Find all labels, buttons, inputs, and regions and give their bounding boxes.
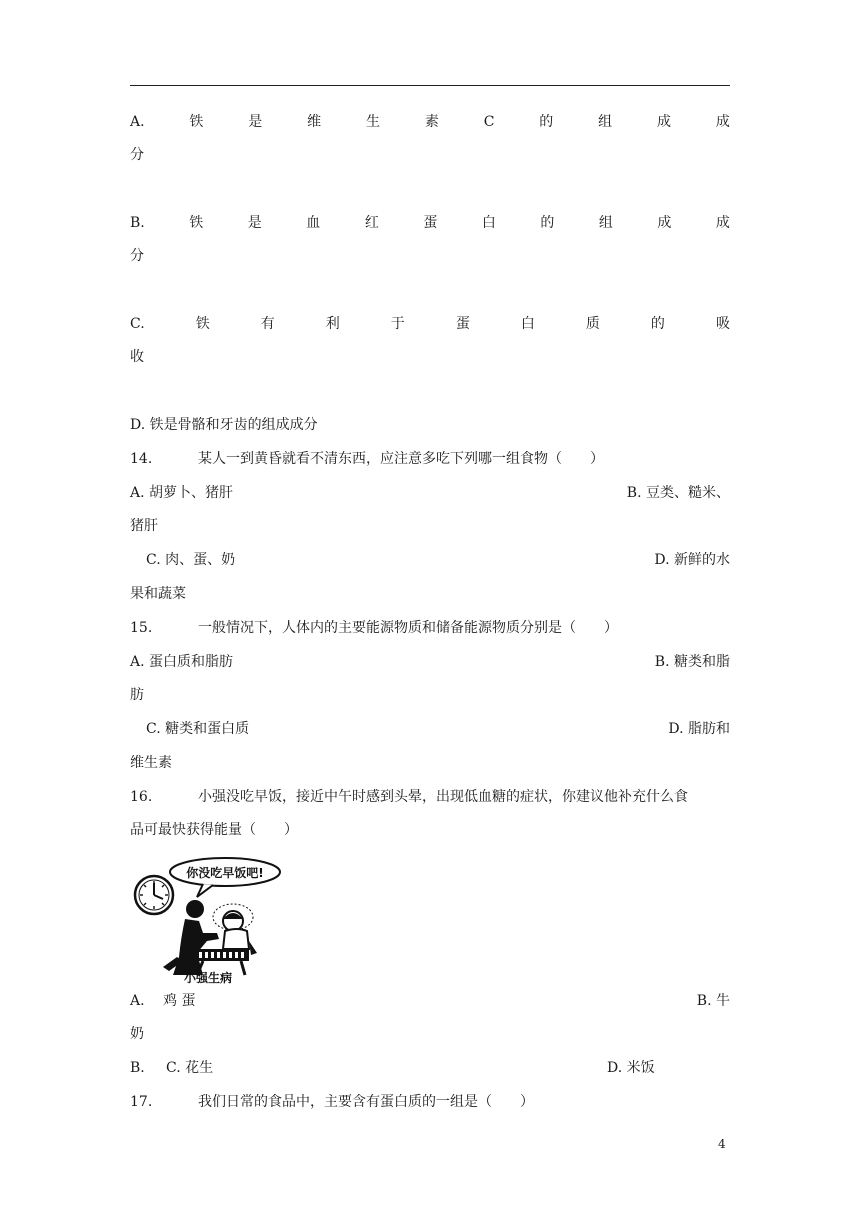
header-rule	[130, 85, 730, 86]
teacher-figure	[163, 900, 219, 975]
speech-bubble-text: 你没吃早饭吧!	[186, 866, 264, 880]
q15-option-b: B. 糖类和脂	[654, 654, 730, 670]
q16-options-row1	[130, 991, 730, 1011]
q16-option-b: B. 牛	[696, 993, 730, 1009]
q16-option-a: A. 鸡 蛋	[130, 993, 196, 1009]
q15-number: 15.	[130, 620, 153, 636]
q15-options-row1	[130, 652, 730, 672]
q13-option-d: D. 铁是骨骼和牙齿的组成成分	[130, 417, 318, 433]
q14-option-d-cont: 果和蔬菜	[130, 586, 186, 602]
q16-stem-cont: 品可最快获得能量（ ）	[130, 822, 298, 838]
q13-option-a: A. 铁 是 维 生 素 C 的 组 成 成	[130, 114, 730, 130]
q14-option-a: A. 胡萝卜、猪肝	[130, 485, 234, 501]
q13-option-c-cont: 收	[130, 349, 144, 365]
q16-illustration-svg	[133, 857, 283, 985]
q13-option-b-cont: 分	[130, 248, 144, 264]
q15-option-a: A. 蛋白质和脂肪	[130, 654, 234, 670]
clock-icon	[135, 876, 173, 914]
q15-option-b-cont: 肪	[130, 687, 144, 703]
q16-option-d: D. 米饭	[607, 1060, 655, 1076]
q15-option-d: D. 脂肪和	[668, 721, 730, 737]
q13-option-c: C. 铁 有 利 于 蛋 白 质 的 吸	[130, 316, 730, 332]
illustration-caption: 小强生病	[183, 971, 233, 985]
q14-number: 14.	[130, 451, 153, 467]
q16-number: 16.	[130, 789, 153, 805]
q14-option-b: B. 豆类、糙米、	[626, 485, 730, 501]
q16-option-c: C. 花生	[166, 1060, 214, 1076]
q16-illustration	[133, 857, 283, 985]
q16-stem: 小强没吃早饭，接近中午时感到头晕，出现低血糖的症状，你建议他补充什么食	[198, 789, 688, 805]
child-figure	[213, 904, 257, 955]
q13-option-b: B. 铁 是 血 红 蛋 白 的 组 成 成	[130, 215, 730, 231]
q14-options-row1	[130, 483, 730, 503]
page-number: 4	[718, 1137, 726, 1151]
q14-option-c: C. 肉、蛋、奶	[146, 552, 236, 568]
q15-option-d-cont: 维生素	[130, 755, 172, 771]
q14-option-d: D. 新鲜的水	[654, 552, 730, 568]
q15-option-c: C. 糖类和蛋白质	[146, 721, 250, 737]
q14-option-b-cont: 猪肝	[130, 518, 158, 534]
q16-option-c-prefix: B.	[130, 1060, 145, 1076]
q17-number: 17.	[130, 1094, 153, 1110]
q13-option-a-cont: 分	[130, 147, 144, 163]
q14-stem: 某人一到黄昏就看不清东西，应注意多吃下列哪一组食物（ ）	[198, 451, 604, 467]
speech-bubble	[170, 858, 280, 897]
q16-option-b-cont: 奶	[130, 1026, 144, 1042]
q15-stem: 一般情况下，人体内的主要能源物质和储备能源物质分别是（ ）	[198, 620, 618, 636]
q17-stem: 我们日常的食品中，主要含有蛋白质的一组是（ ）	[198, 1094, 534, 1110]
